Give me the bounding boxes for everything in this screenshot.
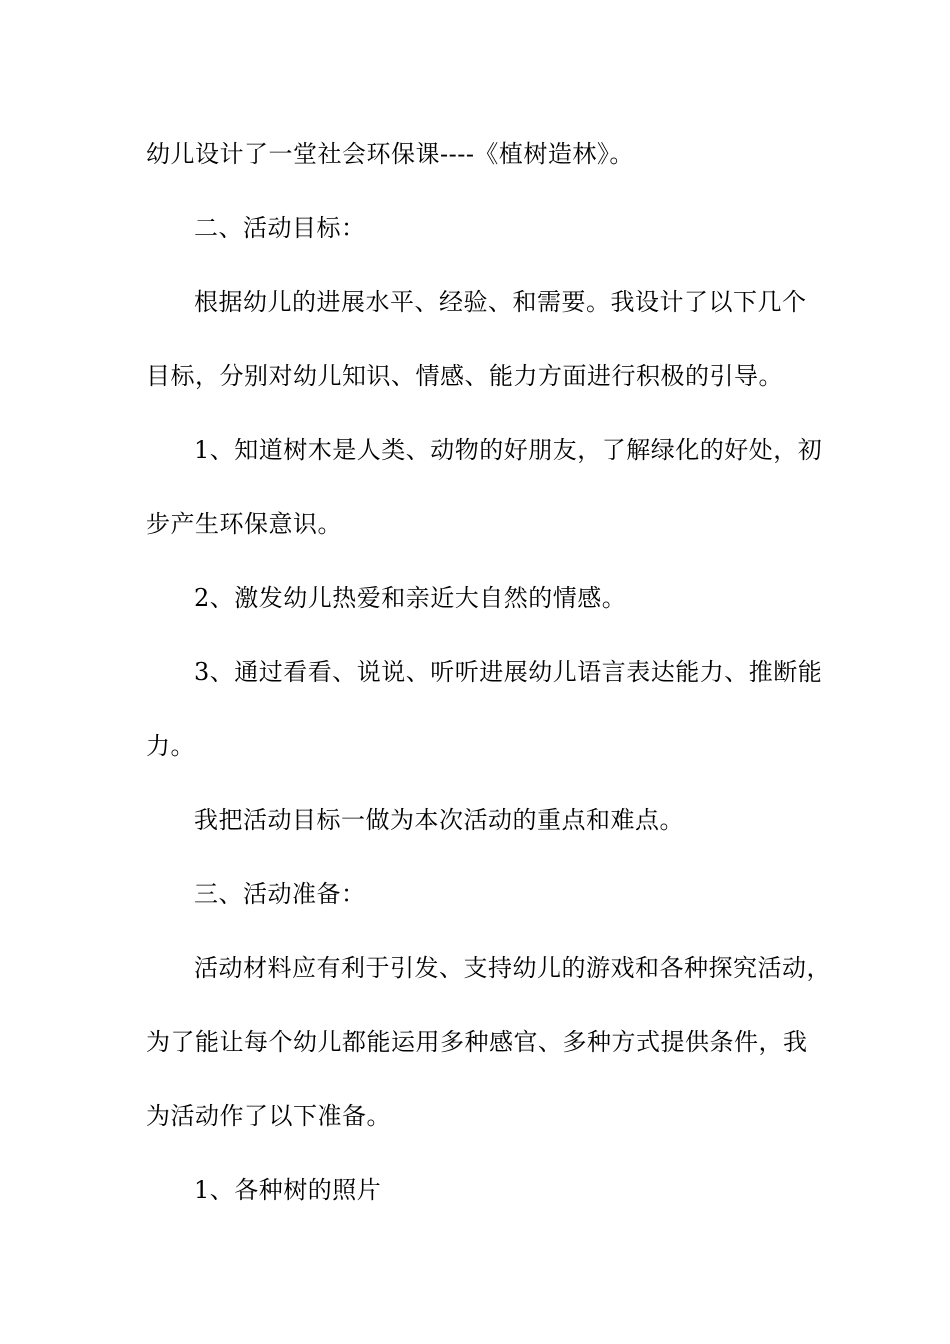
list-item-1-continued: 步产生环保意识。	[146, 510, 342, 538]
paragraph-line: 目标，分别对幼儿知识、情感、能力方面进行积极的引导。	[146, 362, 783, 390]
paragraph-line: 根据幼儿的进展水平、经验、和需要。我设计了以下几个	[194, 288, 807, 316]
list-item-photos: 1、各种树的照片	[194, 1176, 382, 1204]
section-heading-preparation: 三、活动准备：	[194, 880, 366, 908]
paragraph-line: 我把活动目标一做为本次活动的重点和难点。	[194, 806, 684, 834]
list-item-2: 2、激发幼儿热爱和亲近大自然的情感。	[194, 584, 627, 612]
paragraph-line: 为了能让每个幼儿都能运用多种感官、多种方式提供条件，我	[146, 1028, 808, 1056]
list-item-3: 3、通过看看、说说、听听进展幼儿语言表达能力、推断能	[194, 658, 823, 686]
paragraph-line: 为活动作了以下准备。	[146, 1102, 391, 1130]
list-item-3-continued: 力。	[146, 732, 195, 760]
paragraph-line: 活动材料应有利于引发、支持幼儿的游戏和各种探究活动，	[194, 954, 831, 982]
list-item-1: 1、知道树木是人类、动物的好朋友，了解绿化的好处，初	[194, 436, 823, 464]
section-heading-goals: 二、活动目标：	[194, 214, 366, 242]
text-line-intro: 幼儿设计了一堂社会环保课----《植树造林》。	[146, 140, 634, 168]
